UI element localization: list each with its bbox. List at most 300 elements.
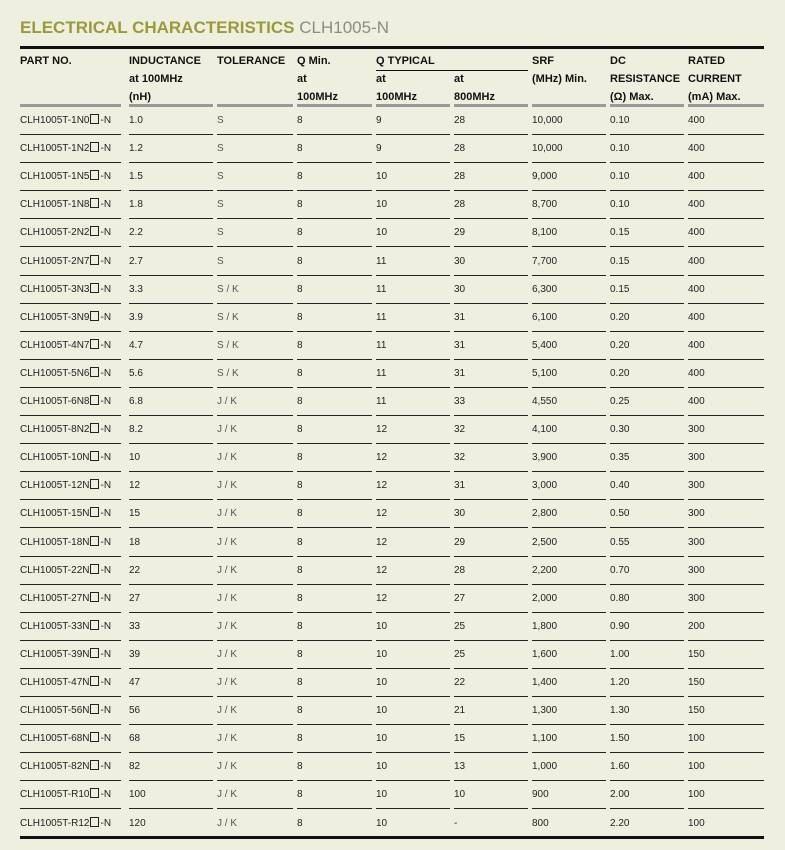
header-rated-line1: RATED — [688, 55, 726, 67]
tolerance-placeholder-box — [90, 817, 99, 827]
cell-inductance: 120 — [129, 817, 146, 829]
cell-q-min: 8 — [297, 620, 303, 632]
part-no-suffix: -N — [100, 367, 112, 379]
table-row — [20, 360, 764, 388]
header-q-min-line3: 100MHz — [297, 91, 338, 103]
cell-inductance: 1.0 — [129, 115, 143, 126]
tolerance-placeholder-box — [90, 170, 99, 180]
cell-rated-current: 400 — [688, 367, 705, 379]
table-row — [20, 669, 764, 697]
part-no-prefix: CLH1005T-8N2 — [20, 424, 90, 436]
cell-part-no — [20, 219, 111, 247]
part-no-prefix: CLH1005T-39N — [20, 648, 90, 660]
tolerance-placeholder-box — [90, 676, 99, 686]
header-rated-line3: (mA) Max. — [688, 91, 741, 103]
cell-dc-resistance: 0.80 — [610, 592, 630, 604]
tolerance-placeholder-box — [90, 311, 99, 321]
table-row — [20, 163, 764, 191]
table-row — [20, 219, 764, 247]
cell-inductance: 12 — [129, 480, 141, 492]
cell-tolerance: J / K — [217, 396, 238, 407]
cell-rated-current: 300 — [688, 564, 705, 576]
header-rated-current — [688, 52, 742, 106]
cell-q-typ-800: 33 — [454, 396, 466, 407]
header-q-typ-100-line1: at — [376, 73, 386, 85]
table-row — [20, 781, 764, 809]
cell-q-min: 8 — [297, 283, 303, 295]
cell-inductance: 1.5 — [129, 171, 143, 183]
cell-q-typ-800: 22 — [454, 677, 466, 688]
cell-part-no — [20, 641, 111, 669]
cell-part-no — [20, 304, 111, 332]
part-no-prefix: CLH1005T-1N0 — [20, 115, 90, 126]
cell-q-typ-100: 9 — [376, 143, 382, 155]
cell-dc-resistance: 0.35 — [610, 452, 630, 464]
cell-dc-resistance: 0.10 — [610, 115, 630, 126]
cell-inductance: 1.2 — [129, 143, 143, 155]
cell-srf: 1,400 — [532, 677, 558, 688]
tolerance-placeholder-box — [90, 704, 99, 714]
cell-part-no — [20, 276, 111, 304]
part-no-suffix: -N — [100, 648, 112, 660]
cell-inductance: 82 — [129, 761, 141, 773]
cell-inductance: 100 — [129, 789, 146, 801]
header-srf — [532, 52, 587, 88]
cell-q-min: 8 — [297, 171, 303, 183]
cell-tolerance: J / K — [217, 424, 238, 436]
part-no-suffix: -N — [100, 283, 112, 295]
part-no-suffix: -N — [100, 592, 112, 604]
part-no-prefix: CLH1005T-R10 — [20, 789, 90, 801]
cell-part-no — [20, 416, 111, 444]
cell-dc-resistance: 0.25 — [610, 396, 630, 407]
cell-q-min: 8 — [297, 424, 303, 436]
table-row — [20, 332, 764, 360]
table-top-rule — [20, 46, 764, 49]
part-no-prefix: CLH1005T-R12 — [20, 817, 90, 829]
cell-srf: 3,900 — [532, 452, 558, 464]
cell-q-typ-100: 12 — [376, 536, 388, 548]
cell-tolerance: S / K — [217, 339, 239, 351]
cell-rated-current: 150 — [688, 648, 705, 660]
cell-tolerance: J / K — [217, 677, 238, 688]
tolerance-placeholder-box — [90, 198, 99, 208]
header-part-no: PART NO. — [20, 55, 72, 67]
cell-srf: 1,000 — [532, 761, 558, 773]
cell-part-no — [20, 163, 111, 191]
cell-dc-resistance: 0.40 — [610, 480, 630, 492]
cell-q-min: 8 — [297, 339, 303, 351]
cell-dc-resistance: 1.30 — [610, 705, 630, 717]
header-dc-resistance — [610, 52, 680, 106]
cell-rated-current: 100 — [688, 817, 705, 829]
cell-q-typ-100: 12 — [376, 564, 388, 576]
cell-srf: 2,000 — [532, 592, 558, 604]
cell-q-min: 8 — [297, 677, 303, 688]
cell-dc-resistance: 0.10 — [610, 143, 630, 155]
cell-dc-resistance: 0.50 — [610, 508, 630, 520]
cell-rated-current: 150 — [688, 705, 705, 717]
cell-dc-resistance: 2.20 — [610, 817, 630, 829]
cell-inductance: 27 — [129, 592, 141, 604]
cell-rated-current: 100 — [688, 789, 705, 801]
cell-q-typ-100: 11 — [376, 396, 387, 407]
part-no-prefix: CLH1005T-2N2 — [20, 227, 90, 239]
cell-q-typ-100: 11 — [376, 255, 387, 267]
part-no-prefix: CLH1005T-6N8 — [20, 396, 90, 407]
cell-inductance: 3.9 — [129, 311, 143, 323]
part-no-prefix: CLH1005T-18N — [20, 536, 90, 548]
cell-q-typ-800: 25 — [454, 620, 466, 632]
part-no-suffix: -N — [100, 620, 112, 632]
cell-q-min: 8 — [297, 396, 303, 407]
cell-tolerance: S — [217, 255, 224, 267]
part-no-suffix: -N — [100, 452, 112, 464]
cell-dc-resistance: 0.70 — [610, 564, 630, 576]
cell-q-min: 8 — [297, 143, 303, 155]
cell-q-typ-100: 10 — [376, 817, 388, 829]
cell-q-typ-800: 13 — [454, 761, 466, 773]
cell-inductance: 33 — [129, 620, 141, 632]
table-row — [20, 248, 764, 276]
title-part-number: CLH1005-N — [299, 18, 390, 37]
cell-srf: 6,300 — [532, 283, 558, 295]
table-bottom-rule — [20, 836, 764, 839]
cell-q-typ-100: 12 — [376, 592, 388, 604]
cell-srf: 900 — [532, 789, 549, 801]
cell-tolerance: J / K — [217, 592, 238, 604]
header-q-min — [297, 52, 338, 106]
cell-tolerance: J / K — [217, 789, 238, 801]
cell-srf: 4,550 — [532, 396, 558, 407]
cell-tolerance: J / K — [217, 480, 238, 492]
cell-tolerance: J / K — [217, 705, 238, 717]
table-row — [20, 472, 764, 500]
cell-q-typ-800: 28 — [454, 199, 466, 211]
part-no-prefix: CLH1005T-2N7 — [20, 255, 90, 267]
part-no-prefix: CLH1005T-56N — [20, 705, 90, 717]
cell-q-min: 8 — [297, 705, 303, 717]
cell-part-no — [20, 781, 111, 809]
cell-q-typ-800: 31 — [454, 367, 466, 379]
cell-srf: 5,100 — [532, 367, 558, 379]
tolerance-placeholder-box — [90, 507, 99, 517]
header-q-typ-800-line2: 800MHz — [454, 91, 495, 103]
header-q-min-line2: at — [297, 73, 307, 85]
part-no-suffix: -N — [100, 677, 112, 688]
cell-inductance: 47 — [129, 677, 141, 688]
part-no-prefix: CLH1005T-1N2 — [20, 143, 90, 155]
cell-part-no — [20, 332, 111, 360]
cell-q-typ-100: 9 — [376, 115, 382, 126]
cell-q-typ-800: 32 — [454, 452, 466, 464]
header-rated-line2: CURRENT — [688, 73, 742, 85]
cell-q-min: 8 — [297, 199, 303, 211]
header-q-typ-100-line2: 100MHz — [376, 91, 417, 103]
cell-tolerance: J / K — [217, 564, 238, 576]
cell-srf: 1,300 — [532, 705, 558, 717]
header-inductance-line2: at 100MHz — [129, 73, 183, 85]
cell-dc-resistance: 0.20 — [610, 367, 630, 379]
table-row — [20, 697, 764, 725]
cell-part-no — [20, 725, 111, 753]
part-no-prefix: CLH1005T-1N5 — [20, 171, 90, 183]
cell-part-no — [20, 585, 111, 613]
cell-q-typ-100: 10 — [376, 677, 388, 688]
cell-dc-resistance: 0.20 — [610, 339, 630, 351]
cell-inductance: 39 — [129, 648, 141, 660]
cell-q-typ-800: 15 — [454, 733, 466, 745]
cell-part-no — [20, 191, 111, 219]
cell-rated-current: 100 — [688, 761, 705, 773]
part-no-suffix: -N — [100, 255, 112, 267]
cell-q-typ-100: 10 — [376, 620, 388, 632]
cell-srf: 2,500 — [532, 536, 558, 548]
part-no-prefix: CLH1005T-3N9 — [20, 311, 90, 323]
part-no-suffix: -N — [100, 339, 112, 351]
cell-srf: 10,000 — [532, 115, 563, 126]
cell-srf: 800 — [532, 817, 549, 829]
cell-q-typ-100: 12 — [376, 452, 388, 464]
cell-tolerance: S — [217, 199, 224, 211]
cell-tolerance: S — [217, 115, 224, 126]
cell-inductance: 2.7 — [129, 255, 143, 267]
cell-part-no — [20, 388, 111, 416]
table-row — [20, 107, 764, 135]
cell-part-no — [20, 444, 111, 472]
header-q-typ-800 — [454, 70, 495, 106]
tolerance-placeholder-box — [90, 367, 99, 377]
cell-tolerance: J / K — [217, 452, 238, 464]
cell-dc-resistance: 0.90 — [610, 620, 630, 632]
cell-srf: 2,800 — [532, 508, 558, 520]
cell-q-typ-800: 27 — [454, 592, 466, 604]
cell-q-typ-800: 28 — [454, 564, 466, 576]
cell-q-typ-100: 10 — [376, 199, 388, 211]
cell-tolerance: J / K — [217, 620, 238, 632]
part-no-prefix: CLH1005T-22N — [20, 564, 90, 576]
part-no-prefix: CLH1005T-47N — [20, 677, 90, 688]
tolerance-placeholder-box — [90, 226, 99, 236]
cell-srf: 3,000 — [532, 480, 558, 492]
table-row — [20, 135, 764, 163]
tolerance-placeholder-box — [90, 620, 99, 630]
cell-rated-current: 400 — [688, 171, 705, 183]
cell-q-min: 8 — [297, 564, 303, 576]
cell-inductance: 15 — [129, 508, 141, 520]
cell-part-no — [20, 500, 111, 528]
cell-inductance: 8.2 — [129, 424, 143, 436]
cell-q-typ-100: 11 — [376, 367, 387, 379]
table-row — [20, 725, 764, 753]
cell-dc-resistance: 0.10 — [610, 171, 630, 183]
part-no-suffix: -N — [100, 143, 112, 155]
cell-tolerance: S — [217, 143, 224, 155]
cell-q-min: 8 — [297, 255, 303, 267]
part-no-suffix: -N — [100, 227, 112, 239]
part-no-suffix: -N — [100, 536, 112, 548]
cell-tolerance: J / K — [217, 648, 238, 660]
header-inductance — [129, 52, 201, 106]
cell-part-no — [20, 360, 111, 388]
cell-tolerance: J / K — [217, 761, 238, 773]
cell-q-typ-800: 29 — [454, 227, 466, 239]
tolerance-placeholder-box — [90, 479, 99, 489]
cell-q-typ-100: 10 — [376, 733, 388, 745]
cell-dc-resistance: 0.55 — [610, 536, 630, 548]
cell-q-min: 8 — [297, 817, 303, 829]
header-inductance-line1: INDUCTANCE — [129, 55, 201, 67]
header-dc-line1: DC — [610, 55, 626, 67]
page-title — [20, 18, 389, 38]
cell-srf: 2,200 — [532, 564, 558, 576]
cell-part-no — [20, 613, 111, 641]
cell-q-typ-800: 30 — [454, 508, 466, 520]
part-no-prefix: CLH1005T-3N3 — [20, 283, 90, 295]
cell-dc-resistance: 0.10 — [610, 199, 630, 211]
tolerance-placeholder-box — [90, 423, 99, 433]
cell-q-typ-100: 10 — [376, 171, 388, 183]
table-row — [20, 388, 764, 416]
part-no-prefix: CLH1005T-5N6 — [20, 367, 90, 379]
cell-q-typ-800: 31 — [454, 339, 466, 351]
cell-srf: 4,100 — [532, 424, 558, 436]
tolerance-placeholder-box — [90, 732, 99, 742]
cell-q-typ-100: 10 — [376, 227, 388, 239]
cell-inductance: 18 — [129, 536, 141, 548]
cell-part-no — [20, 697, 111, 725]
cell-q-min: 8 — [297, 648, 303, 660]
header-q-typ-100 — [376, 70, 417, 106]
title-main: ELECTRICAL CHARACTERISTICS — [20, 18, 295, 37]
cell-q-typ-100: 11 — [376, 311, 387, 323]
cell-rated-current: 400 — [688, 283, 705, 295]
cell-rated-current: 100 — [688, 733, 705, 745]
header-dc-line3: (Ω) Max. — [610, 91, 654, 103]
cell-q-min: 8 — [297, 508, 303, 520]
cell-q-typ-100: 12 — [376, 508, 388, 520]
header-q-typ-800-line1: at — [454, 73, 464, 85]
cell-q-min: 8 — [297, 115, 303, 126]
part-no-prefix: CLH1005T-1N8 — [20, 199, 90, 211]
header-srf-line2: (MHz) Min. — [532, 73, 587, 85]
part-no-prefix: CLH1005T-12N — [20, 480, 90, 492]
cell-q-min: 8 — [297, 789, 303, 801]
cell-inductance: 5.6 — [129, 367, 143, 379]
table-row — [20, 613, 764, 641]
cell-q-typ-800: 32 — [454, 424, 466, 436]
cell-part-no — [20, 753, 111, 781]
tolerance-placeholder-box — [90, 339, 99, 349]
cell-q-typ-100: 10 — [376, 789, 388, 801]
cell-rated-current: 300 — [688, 536, 705, 548]
cell-q-typ-800: 28 — [454, 115, 466, 126]
cell-rated-current: 200 — [688, 620, 705, 632]
part-no-suffix: -N — [100, 817, 112, 829]
tolerance-placeholder-box — [90, 283, 99, 293]
cell-q-typ-800: 21 — [454, 705, 466, 717]
cell-q-min: 8 — [297, 452, 303, 464]
part-no-prefix: CLH1005T-15N — [20, 508, 90, 520]
cell-q-min: 8 — [297, 592, 303, 604]
cell-q-typ-800: 31 — [454, 311, 466, 323]
cell-rated-current: 150 — [688, 677, 705, 688]
cell-q-min: 8 — [297, 227, 303, 239]
tolerance-placeholder-box — [90, 788, 99, 798]
cell-rated-current: 300 — [688, 508, 705, 520]
cell-tolerance: J / K — [217, 817, 238, 829]
table-row — [20, 191, 764, 219]
cell-dc-resistance: 1.00 — [610, 648, 630, 660]
cell-srf: 5,400 — [532, 339, 558, 351]
cell-dc-resistance: 1.60 — [610, 761, 630, 773]
cell-srf: 7,700 — [532, 255, 558, 267]
cell-tolerance: J / K — [217, 508, 238, 520]
part-no-suffix: -N — [100, 424, 112, 436]
tolerance-placeholder-box — [90, 536, 99, 546]
cell-dc-resistance: 0.30 — [610, 424, 630, 436]
cell-tolerance: J / K — [217, 733, 238, 745]
cell-part-no — [20, 810, 111, 838]
table-row — [20, 276, 764, 304]
cell-rated-current: 300 — [688, 592, 705, 604]
cell-inductance: 10 — [129, 452, 141, 464]
cell-inductance: 3.3 — [129, 283, 143, 295]
cell-q-typ-100: 10 — [376, 648, 388, 660]
part-no-suffix: -N — [100, 171, 112, 183]
table-row — [20, 416, 764, 444]
cell-dc-resistance: 0.20 — [610, 311, 630, 323]
table-row — [20, 585, 764, 613]
cell-srf: 1,600 — [532, 648, 558, 660]
cell-rated-current: 400 — [688, 227, 705, 239]
cell-srf: 10,000 — [532, 143, 563, 155]
tolerance-placeholder-box — [90, 564, 99, 574]
cell-q-min: 8 — [297, 311, 303, 323]
cell-dc-resistance: 1.50 — [610, 733, 630, 745]
part-no-suffix: -N — [100, 480, 112, 492]
table-row — [20, 304, 764, 332]
part-no-suffix: -N — [100, 789, 112, 801]
cell-part-no — [20, 135, 111, 163]
cell-q-typ-100: 10 — [376, 705, 388, 717]
part-no-prefix: CLH1005T-4N7 — [20, 339, 90, 351]
tolerance-placeholder-box — [90, 114, 99, 124]
cell-rated-current: 400 — [688, 339, 705, 351]
cell-q-min: 8 — [297, 733, 303, 745]
cell-q-typ-100: 11 — [376, 283, 387, 295]
tolerance-placeholder-box — [90, 648, 99, 658]
cell-srf: 1,100 — [532, 733, 558, 745]
part-no-suffix: -N — [100, 508, 112, 520]
cell-srf: 8,100 — [532, 227, 558, 239]
cell-q-min: 8 — [297, 761, 303, 773]
cell-tolerance: J / K — [217, 536, 238, 548]
part-no-suffix: -N — [100, 705, 112, 717]
part-no-suffix: -N — [100, 564, 112, 576]
tolerance-placeholder-box — [90, 451, 99, 461]
cell-part-no — [20, 529, 111, 557]
cell-q-min: 8 — [297, 480, 303, 492]
part-no-suffix: -N — [100, 115, 112, 126]
part-no-prefix: CLH1005T-27N — [20, 592, 90, 604]
cell-part-no — [20, 107, 111, 135]
cell-q-typ-800: 30 — [454, 283, 466, 295]
cell-part-no — [20, 472, 111, 500]
cell-inductance: 1.8 — [129, 199, 143, 211]
cell-dc-resistance: 1.20 — [610, 677, 630, 688]
tolerance-placeholder-box — [90, 142, 99, 152]
